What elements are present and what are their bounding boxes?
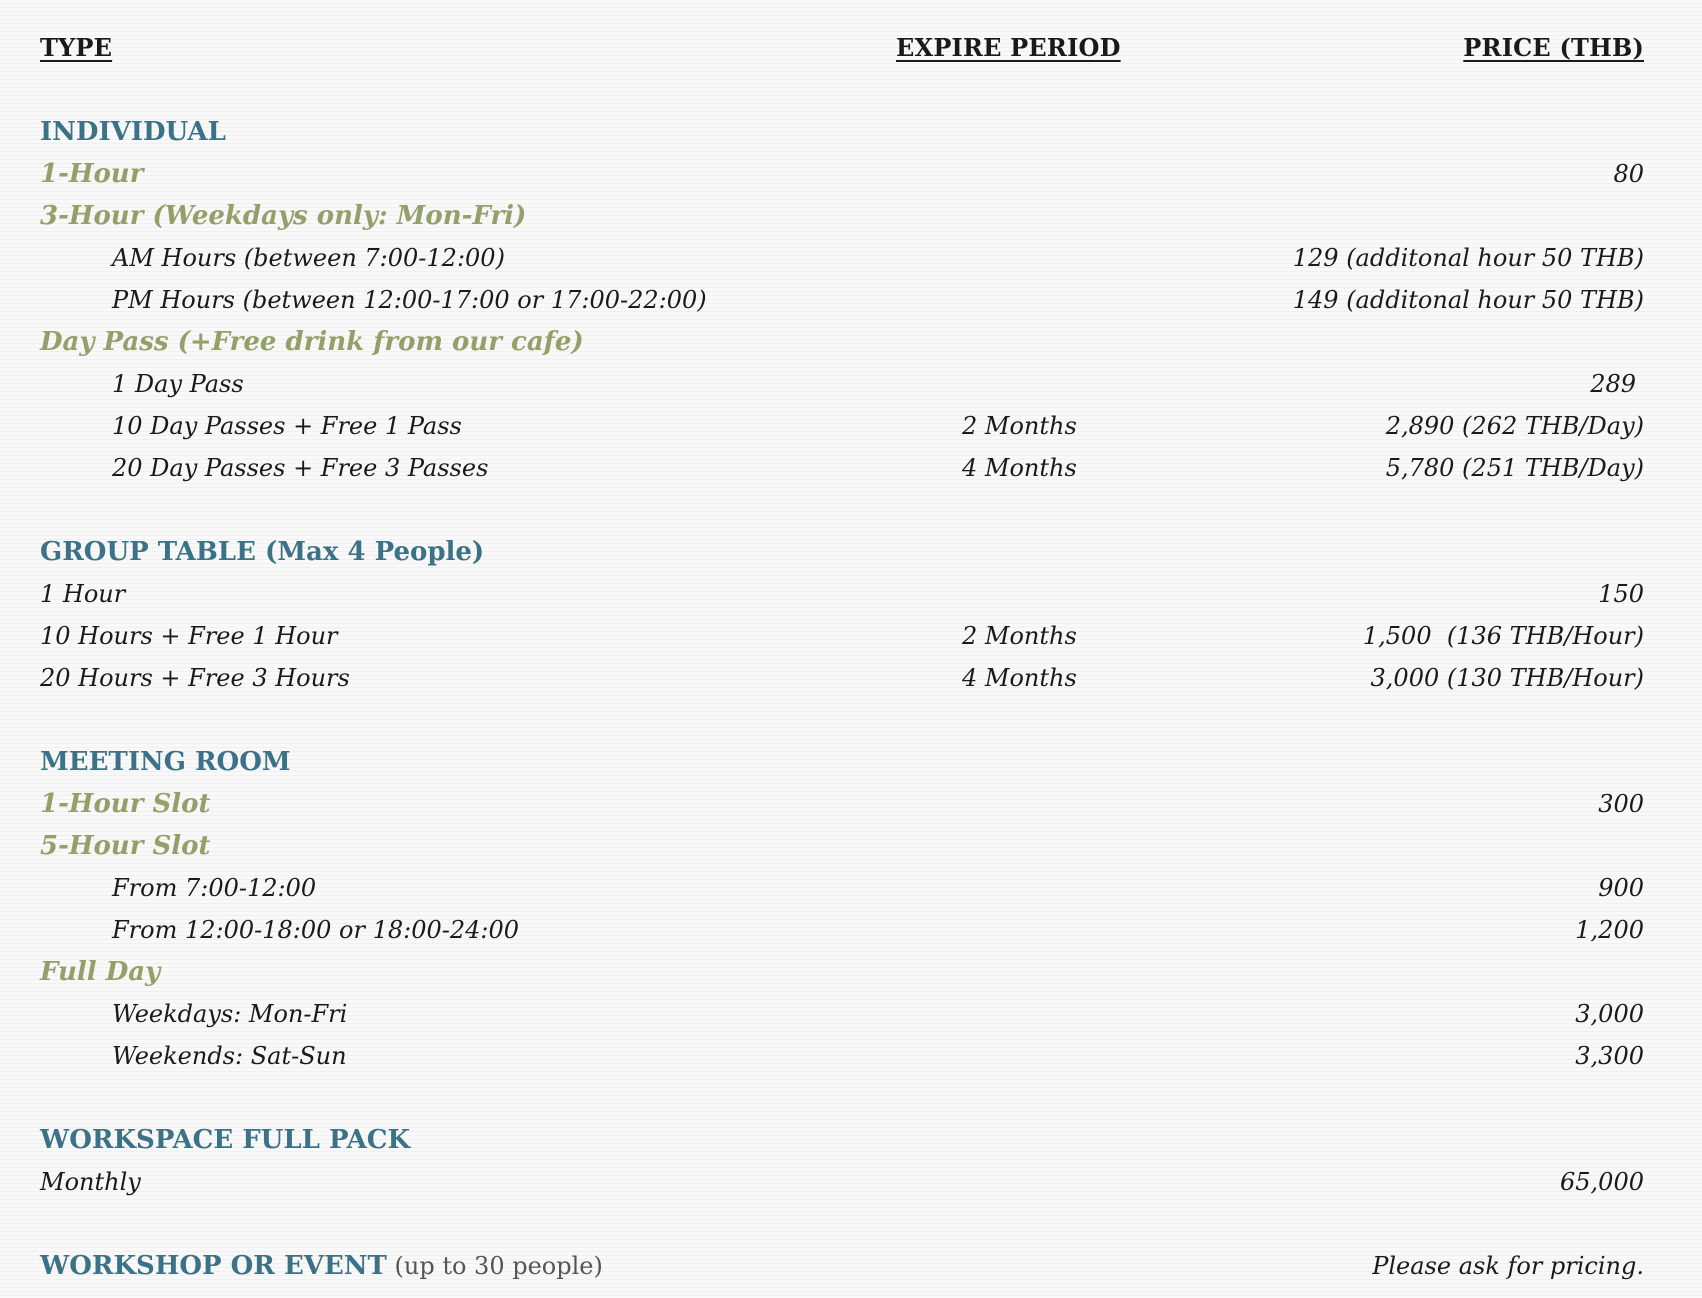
price-value: 3,300 (1575, 1042, 1644, 1070)
row-label: AM Hours (between 7:00-12:00) (112, 244, 505, 272)
table-row (40, 867, 1644, 909)
table-row (40, 1035, 1644, 1077)
section-meeting-room (40, 741, 1644, 783)
subsection-row (40, 153, 1644, 195)
section-group-table (40, 531, 1644, 573)
table-row (40, 447, 1644, 489)
row-label: 20 Hours + Free 3 Hours (40, 664, 350, 692)
expire-value: 2 Months (962, 622, 1077, 650)
table-row (40, 1161, 1644, 1203)
expire-value: 4 Months (962, 664, 1077, 692)
price-value: 80 (1613, 160, 1644, 188)
row-label: 10 Hours + Free 1 Hour (40, 622, 338, 650)
section-title: MEETING ROOM (40, 747, 291, 777)
price-value: 5,780 (251 THB/Day) (1385, 454, 1644, 482)
price-value: 3,000 (130 THB/Hour) (1370, 664, 1644, 692)
section-title: INDIVIDUAL (40, 117, 226, 147)
price-value: Please ask for pricing. (1372, 1252, 1644, 1280)
subsection-label: 5-Hour Slot (40, 831, 211, 861)
price-column-header: PRICE (THB) (1463, 33, 1644, 62)
price-value: 149 (additonal hour 50 THB) (1292, 286, 1644, 314)
subsection-row (40, 951, 1644, 993)
row-label: 10 Day Passes + Free 1 Pass (112, 412, 462, 440)
workshop-title-line (40, 1245, 603, 1287)
table-row (40, 405, 1644, 447)
subsection-label: 3-Hour (Weekdays only: Mon-Fri) (40, 201, 527, 231)
price-value: 150 (1598, 580, 1644, 608)
capacity-note: (up to 30 people) (394, 1252, 603, 1280)
subsection-label: 1-Hour Slot (40, 789, 211, 819)
price-value: 1,500 (136 THB/Hour) (1362, 622, 1644, 650)
table-row (40, 279, 1644, 321)
table-row (40, 573, 1644, 615)
table-row (40, 657, 1644, 699)
expire-value: 4 Months (962, 454, 1077, 482)
table-row (40, 909, 1644, 951)
subsection-label: 1-Hour (40, 159, 144, 189)
expire-column-header: EXPIRE PERIOD (896, 33, 1121, 62)
section-workspace-full-pack (40, 1119, 1644, 1161)
row-label: 20 Day Passes + Free 3 Passes (112, 454, 489, 482)
row-label: Monthly (40, 1168, 141, 1196)
price-value: 129 (additonal hour 50 THB) (1292, 244, 1644, 272)
row-label: 1 Day Pass (112, 370, 244, 398)
row-label: From 12:00-18:00 or 18:00-24:00 (112, 916, 520, 944)
price-value: 2,890 (262 THB/Day) (1385, 412, 1644, 440)
section-workshop-event (40, 1245, 1644, 1287)
row-label: 1 Hour (40, 580, 126, 608)
price-value: 3,000 (1575, 1000, 1644, 1028)
section-individual (40, 111, 1644, 153)
section-title: WORKSPACE FULL PACK (40, 1125, 411, 1155)
section-title: GROUP TABLE (Max 4 People) (40, 537, 485, 567)
subsection-row (40, 825, 1644, 867)
row-label: Weekdays: Mon-Fri (112, 1000, 348, 1028)
table-row (40, 615, 1644, 657)
table-row (40, 993, 1644, 1035)
subsection-row (40, 195, 1644, 237)
subsection-label: Full Day (40, 957, 161, 987)
subsection-row (40, 783, 1644, 825)
row-label: From 7:00-12:00 (112, 874, 317, 902)
section-title: WORKSHOP OR EVENT (40, 1251, 387, 1281)
expire-value: 2 Months (962, 412, 1077, 440)
subsection-label: Day Pass (+Free drink from our cafe) (40, 327, 584, 357)
type-column-header: TYPE (40, 33, 113, 62)
price-value: 65,000 (1560, 1168, 1644, 1196)
price-value: 289 (1590, 370, 1636, 398)
table-header (40, 27, 1644, 69)
price-value: 300 (1598, 790, 1644, 818)
price-value: 1,200 (1575, 916, 1644, 944)
table-row (40, 363, 1644, 405)
row-label: PM Hours (between 12:00-17:00 or 17:00-22:00) (112, 286, 707, 314)
table-row (40, 237, 1644, 279)
row-label: Weekends: Sat-Sun (112, 1042, 347, 1070)
subsection-row (40, 321, 1644, 363)
price-value: 900 (1598, 874, 1644, 902)
